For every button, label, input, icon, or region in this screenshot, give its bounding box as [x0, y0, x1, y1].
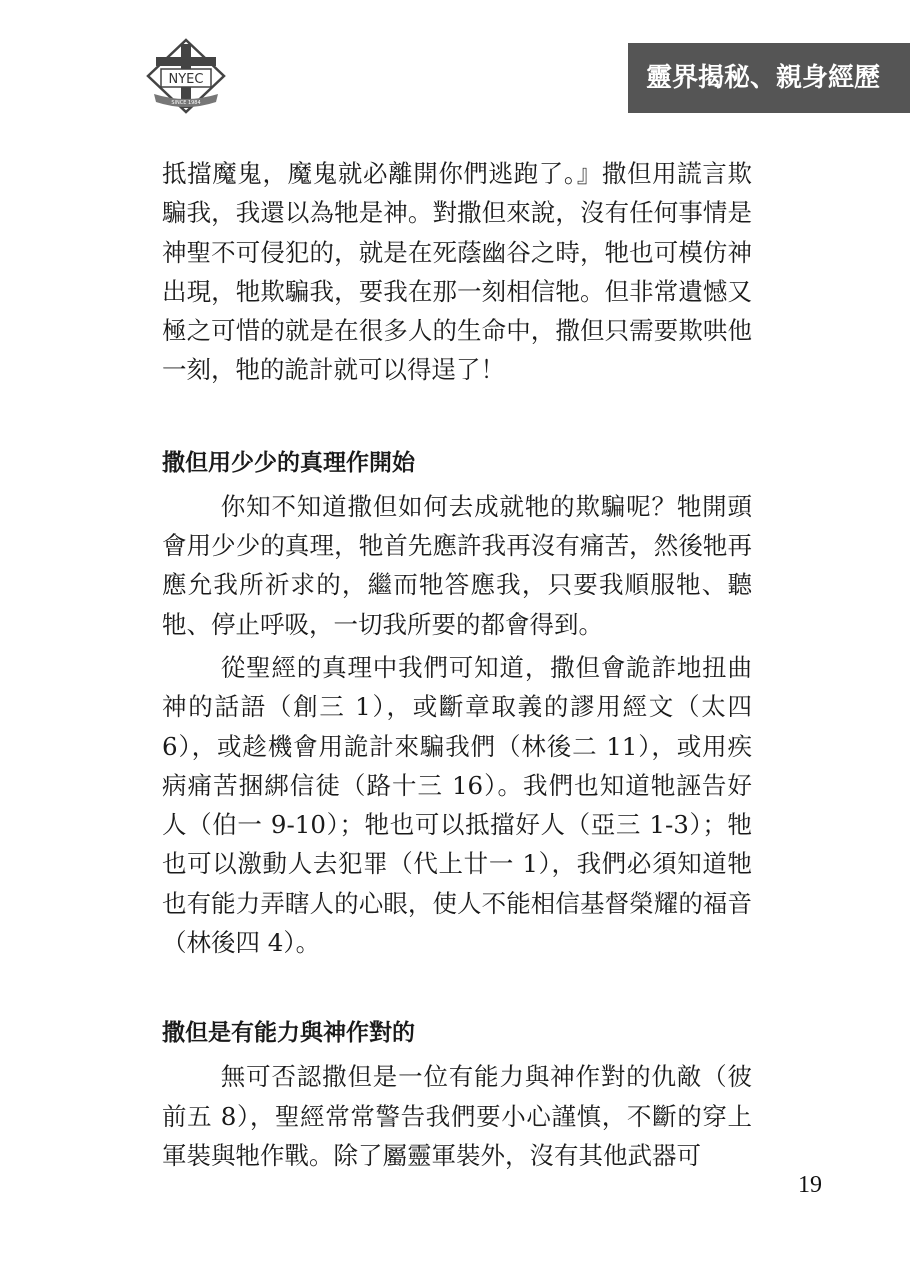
paragraph: 你知不知道撒但如何去成就牠的欺騙呢？牠開頭會用少少的真理，牠首先應許我再沒有痛苦，然後牠再應允我所祈求的，繼而牠答應我，只要我順服牠、聽牠、停止呼吸，一切我所要的都會得到。	[162, 491, 752, 639]
logo-cross-icon	[140, 38, 232, 116]
page-number: 19	[798, 1172, 822, 1198]
section-heading: 撒但用少少的真理作開始	[162, 449, 415, 476]
paragraph: 無可否認撒但是一位有能力與神作對的仇敵（彼前五 8），聖經常常警告我們要小心謹慎，不斷的穿上軍裝與牠作戰。除了屬靈軍裝外，沒有其他武器可	[162, 1062, 752, 1170]
page-body	[162, 154, 752, 1175]
paragraph: 抵擋魔鬼，魔鬼就必離開你們逃跑了。』撒但用謊言欺騙我，我還以為牠是神。對撒但來說，沒有任何事情是神聖不可侵犯的，就是在死蔭幽谷之時，牠也可模仿神出現，牠欺騙我，要我在那一刻相信牠。但非常遺憾又極之可惜的就是在很多人的生命中，撒但只需要欺哄他一刻，牠的詭計就可以得逞了！	[162, 159, 752, 385]
running-title: 靈界揭秘、親身經歷	[628, 43, 910, 113]
publisher-logo	[140, 38, 232, 116]
paragraph: 從聖經的真理中我們可知道，撒但會詭詐地扭曲神的話語（創三 1），或斷章取義的謬用經文（太四 6），或趁機會用詭計來騙我們（林後二 11），或用疾病痛苦捆綁信徒（路十三 16）。我們也知道牠誣告好人（伯一 9-10）；牠也可以抵擋好人（亞三 1-3）；牠也可以激動人去犯罪（代上廿一 1），我們必須知道牠也有能力弄瞎人的心眼，使人不能相信基督榮耀的福音（林後四 4）。	[162, 652, 752, 958]
logo-subtext: SINCE 1984	[171, 100, 201, 106]
logo-text: NYEC	[168, 72, 204, 87]
section-heading: 撒但是有能力與神作對的	[162, 1020, 415, 1047]
